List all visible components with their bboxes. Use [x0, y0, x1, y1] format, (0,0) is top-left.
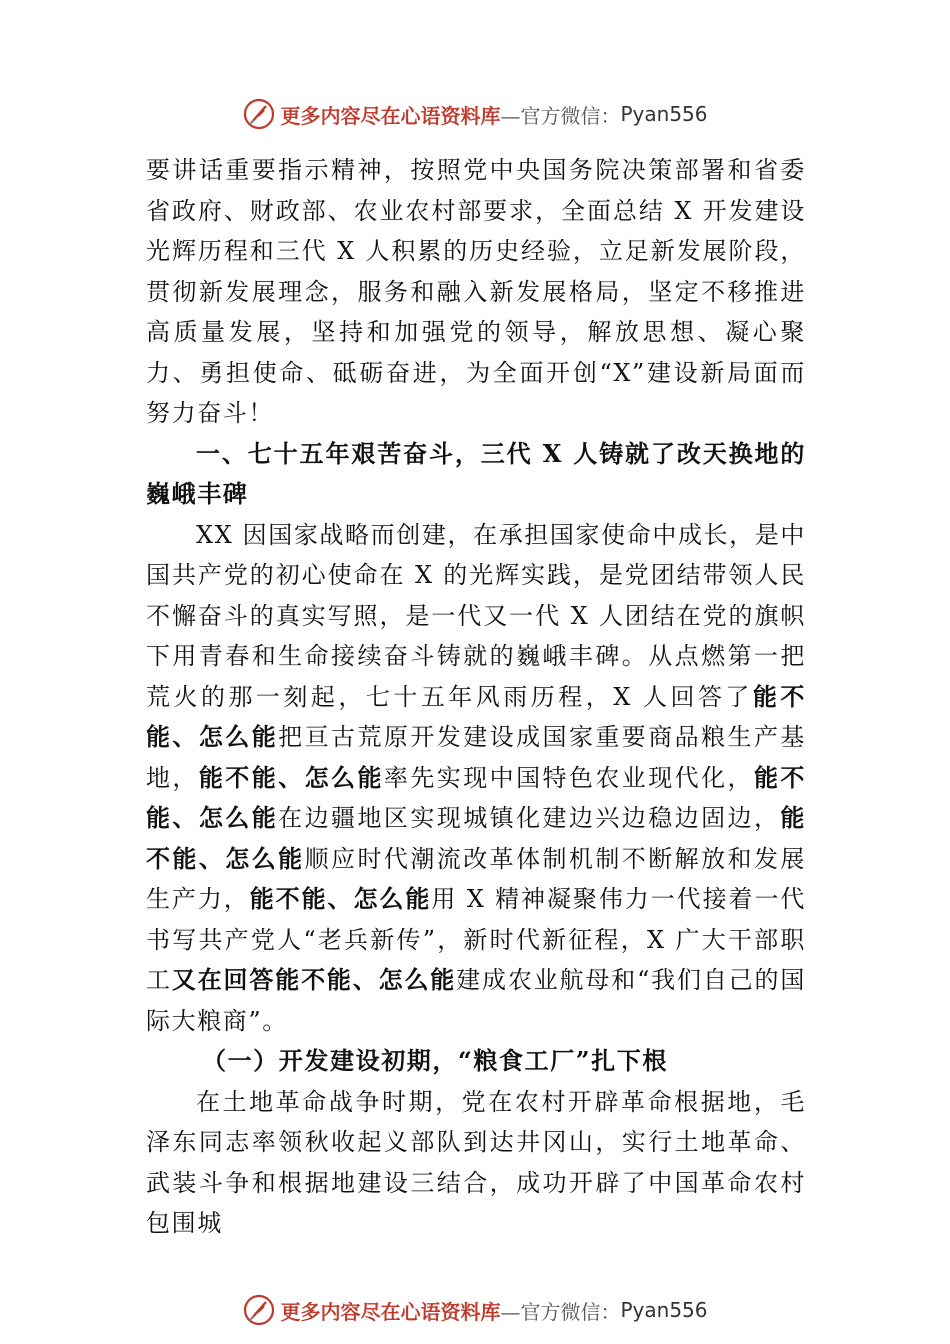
paragraph [146, 515, 806, 1042]
watermark-wechat-id: Pyan556 [620, 1298, 708, 1322]
text-span: 把亘古荒原开发建设成国家重要商品粮生产基地， [146, 723, 807, 792]
subsection-heading: （一）开发建设初期，“粮食工厂”扎下根 [202, 1046, 669, 1075]
quill-logo-icon [242, 1293, 276, 1327]
document-body [146, 150, 806, 1244]
watermark-label: —官方微信： [500, 103, 621, 128]
watermark-title: 更多内容尽在心语资料库 [280, 1299, 501, 1324]
paragraph: 要讲话重要指示精神，按照党中央国务院决策部署和省委省政府、财政部、农业农村部要求，全面总结 X 开发建设光辉历程和三代 X 人积累的历史经验，立足新发展阶段，贯彻新发展理念，服务和融入新发展格局，坚定不移推进高质量发展，坚持和加强党的领导，解放思想、凝心聚力、勇担使命、砥砺奋进，为全面开创“X”建设新局面而努力奋斗！ [146, 156, 806, 427]
bold-phrase: 能不能、怎么能 [146, 803, 807, 873]
watermark-footer [0, 1290, 950, 1330]
watermark-header [0, 94, 950, 134]
text-span: 顺应时代潮流改革体制机制不断解放和发展生产力， [146, 844, 806, 913]
bold-phrase: 又在回答能不能、怎么能 [171, 965, 457, 994]
text-span: XX 因国家战略而创建，在承担国家使命中成长，是中国共产党的初心使命在 X 的光辉实践，是党团结带领人民不懈奋斗的真实写照，是一代又一代 X 人团结在党的旗帜下用青春和生命接续奋斗铸就的巍峨丰碑。从点燃第一把荒火的那一刻起，七十五年风雨历程，X 人回答了 [146, 520, 806, 711]
text-span: 率先实现中国特色农业现代化， [383, 763, 754, 792]
text-span: 在边疆地区实现城镇化建边兴边稳边固边， [278, 804, 781, 832]
bold-phrase: 能不能、怎么能 [249, 884, 432, 913]
bold-phrase: 能不能、怎么能 [146, 762, 807, 832]
text-span: 建成农业航母和“我们自己的国际大粮商”。 [146, 966, 807, 1035]
watermark-wechat-id: Pyan556 [620, 102, 708, 126]
text-span: 用 X 精神凝聚伟力一代接着一代书写共产党人“老兵新传”，新时代新征程，X 广大干部职工 [146, 885, 806, 994]
bold-phrase: 能不能、怎么能 [146, 681, 807, 751]
watermark-label: —官方微信： [500, 1299, 621, 1324]
section-heading: 一、七十五年艰苦奋斗，三代 X 人铸就了改天换地的巍峨丰碑 [146, 438, 806, 508]
paragraph: 在土地革命战争时期，党在农村开辟革命根据地，毛泽东同志率领秋收起义部队到达井冈山，实行土地革命、武装斗争和根据地建设三结合，成功开辟了中国革命农村包围城 [146, 1087, 806, 1237]
bold-phrase: 能不能、怎么能 [198, 762, 384, 792]
watermark-title: 更多内容尽在心语资料库 [280, 103, 501, 128]
quill-logo-icon [242, 97, 276, 131]
